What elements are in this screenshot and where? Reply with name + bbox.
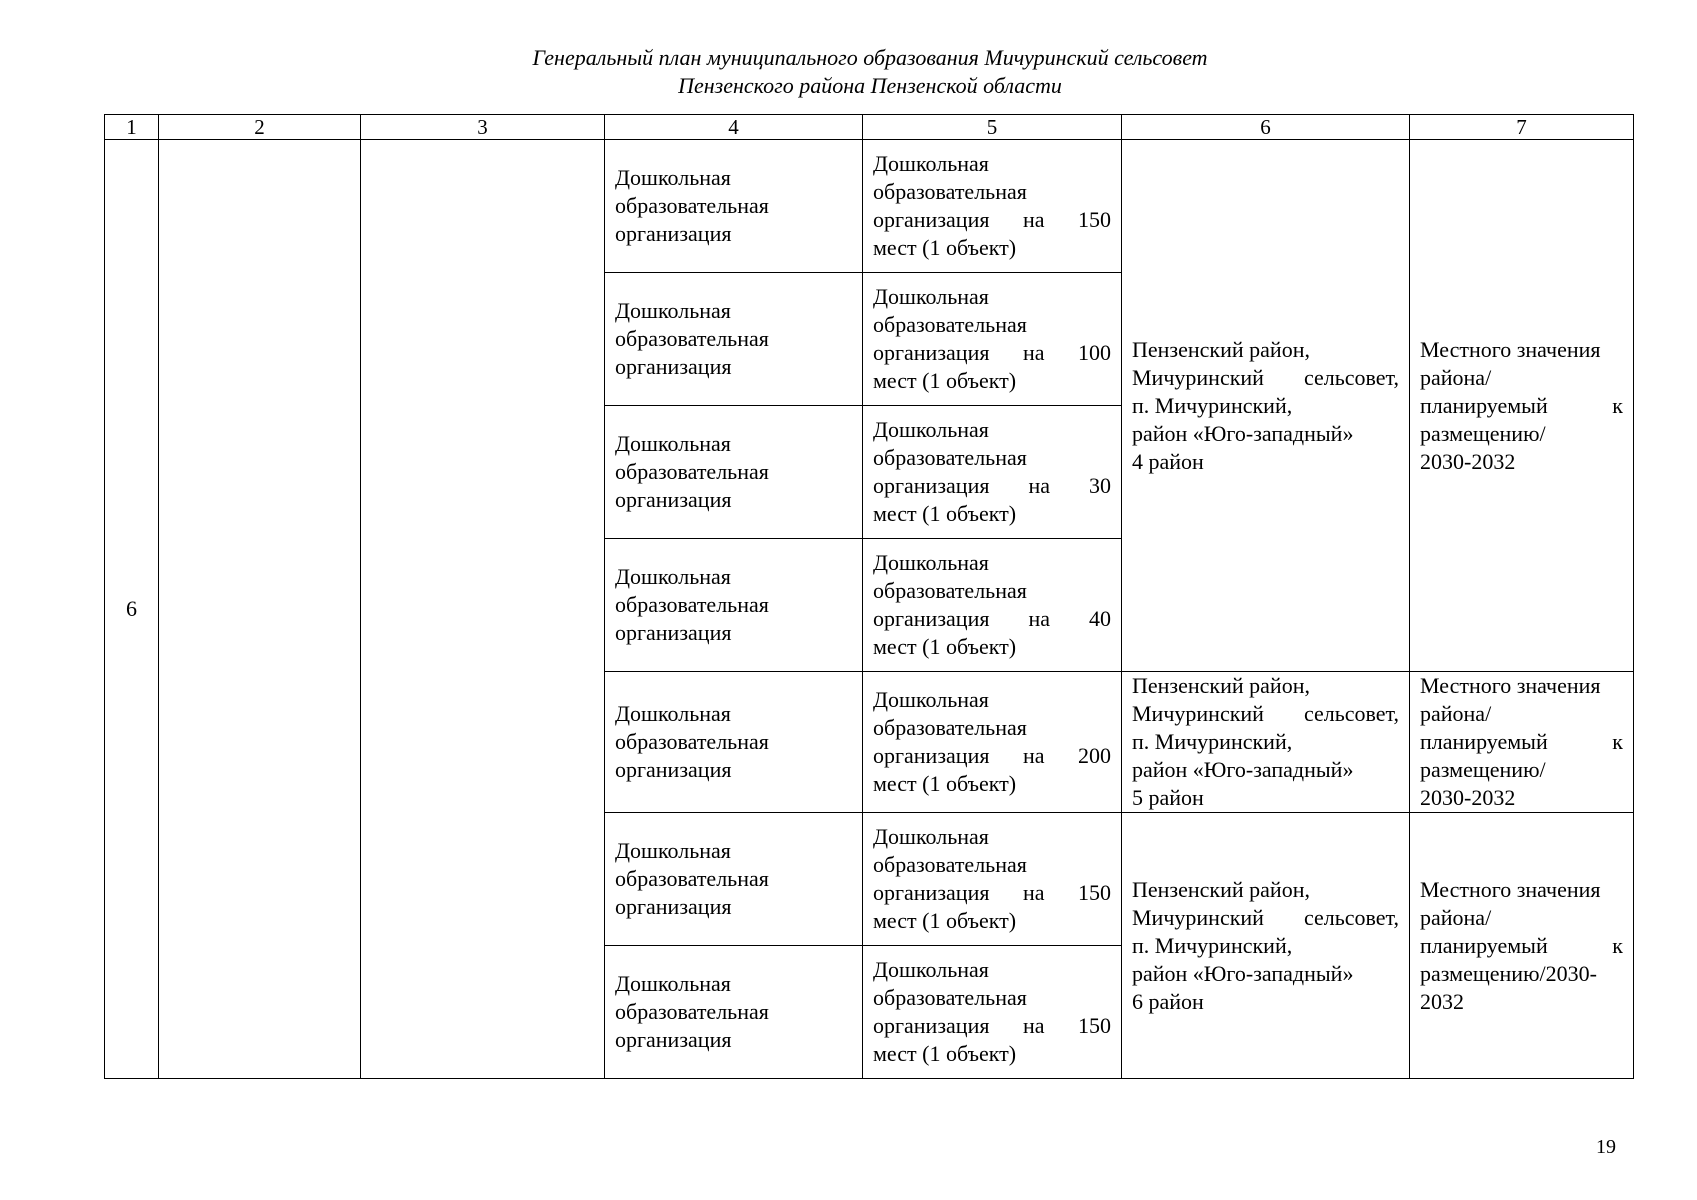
- facility-description-cell: Дошкольная образовательная организация на 100 мест (1 объект): [863, 273, 1122, 406]
- location-cell: Пензенский район, Мичуринский сельсовет, п. Мичуринский, район «Юго-западный» 5 район: [1122, 672, 1410, 813]
- column-number: 4: [605, 115, 863, 140]
- document-header: [0, 44, 1697, 100]
- column-number: 1: [105, 115, 159, 140]
- column-number: 2: [159, 115, 361, 140]
- facility-description-cell: Дошкольная образовательная организация на 40 мест (1 объект): [863, 539, 1122, 672]
- facility-type-cell: Дошкольная образовательная организация: [605, 813, 863, 946]
- column-3-cell: [361, 140, 605, 1079]
- column-number: 3: [361, 115, 605, 140]
- facility-type-cell: Дошкольная образовательная организация: [605, 140, 863, 273]
- header-title-line-2: Пензенского района Пензенской области: [678, 73, 1062, 98]
- facility-type-cell: Дошкольная образовательная организация: [605, 946, 863, 1079]
- status-cell: Местного значения района/ планируемый к размещению/ 2030-2032: [1410, 672, 1634, 813]
- facility-type-cell: Дошкольная образовательная организация: [605, 539, 863, 672]
- table-row: [105, 140, 1634, 273]
- status-cell: Местного значения района/ планируемый к размещению/2030- 2032: [1410, 813, 1634, 1079]
- facility-description-cell: Дошкольная образовательная организация на 30 мест (1 объект): [863, 406, 1122, 539]
- facility-description-cell: Дошкольная образовательная организация на 200 мест (1 объект): [863, 672, 1122, 813]
- column-number: 6: [1122, 115, 1410, 140]
- facility-type-cell: Дошкольная образовательная организация: [605, 273, 863, 406]
- facility-type-cell: Дошкольная образовательная организация: [605, 672, 863, 813]
- column-2-cell: [159, 140, 361, 1079]
- column-number: 7: [1410, 115, 1634, 140]
- facility-description-cell: Дошкольная образовательная организация на 150 мест (1 объект): [863, 813, 1122, 946]
- status-cell: Местного значения района/ планируемый к размещению/ 2030-2032: [1410, 140, 1634, 672]
- facility-description-cell: Дошкольная образовательная организация на 150 мест (1 объект): [863, 946, 1122, 1079]
- column-number-row: [105, 115, 1634, 140]
- plan-table: [104, 114, 1634, 1079]
- location-cell: Пензенский район, Мичуринский сельсовет, п. Мичуринский, район «Юго-западный» 6 район: [1122, 813, 1410, 1079]
- facility-type-cell: Дошкольная образовательная организация: [605, 406, 863, 539]
- row-number-cell: 6: [105, 140, 159, 1079]
- facility-description-cell: Дошкольная образовательная организация на 150 мест (1 объект): [863, 140, 1122, 273]
- column-number: 5: [863, 115, 1122, 140]
- page-number: 19: [1596, 1136, 1616, 1158]
- location-cell: Пензенский район, Мичуринский сельсовет, п. Мичуринский, район «Юго-западный» 4 район: [1122, 140, 1410, 672]
- header-title-line-1: Генеральный план муниципального образования Мичуринский сельсовет: [532, 45, 1208, 70]
